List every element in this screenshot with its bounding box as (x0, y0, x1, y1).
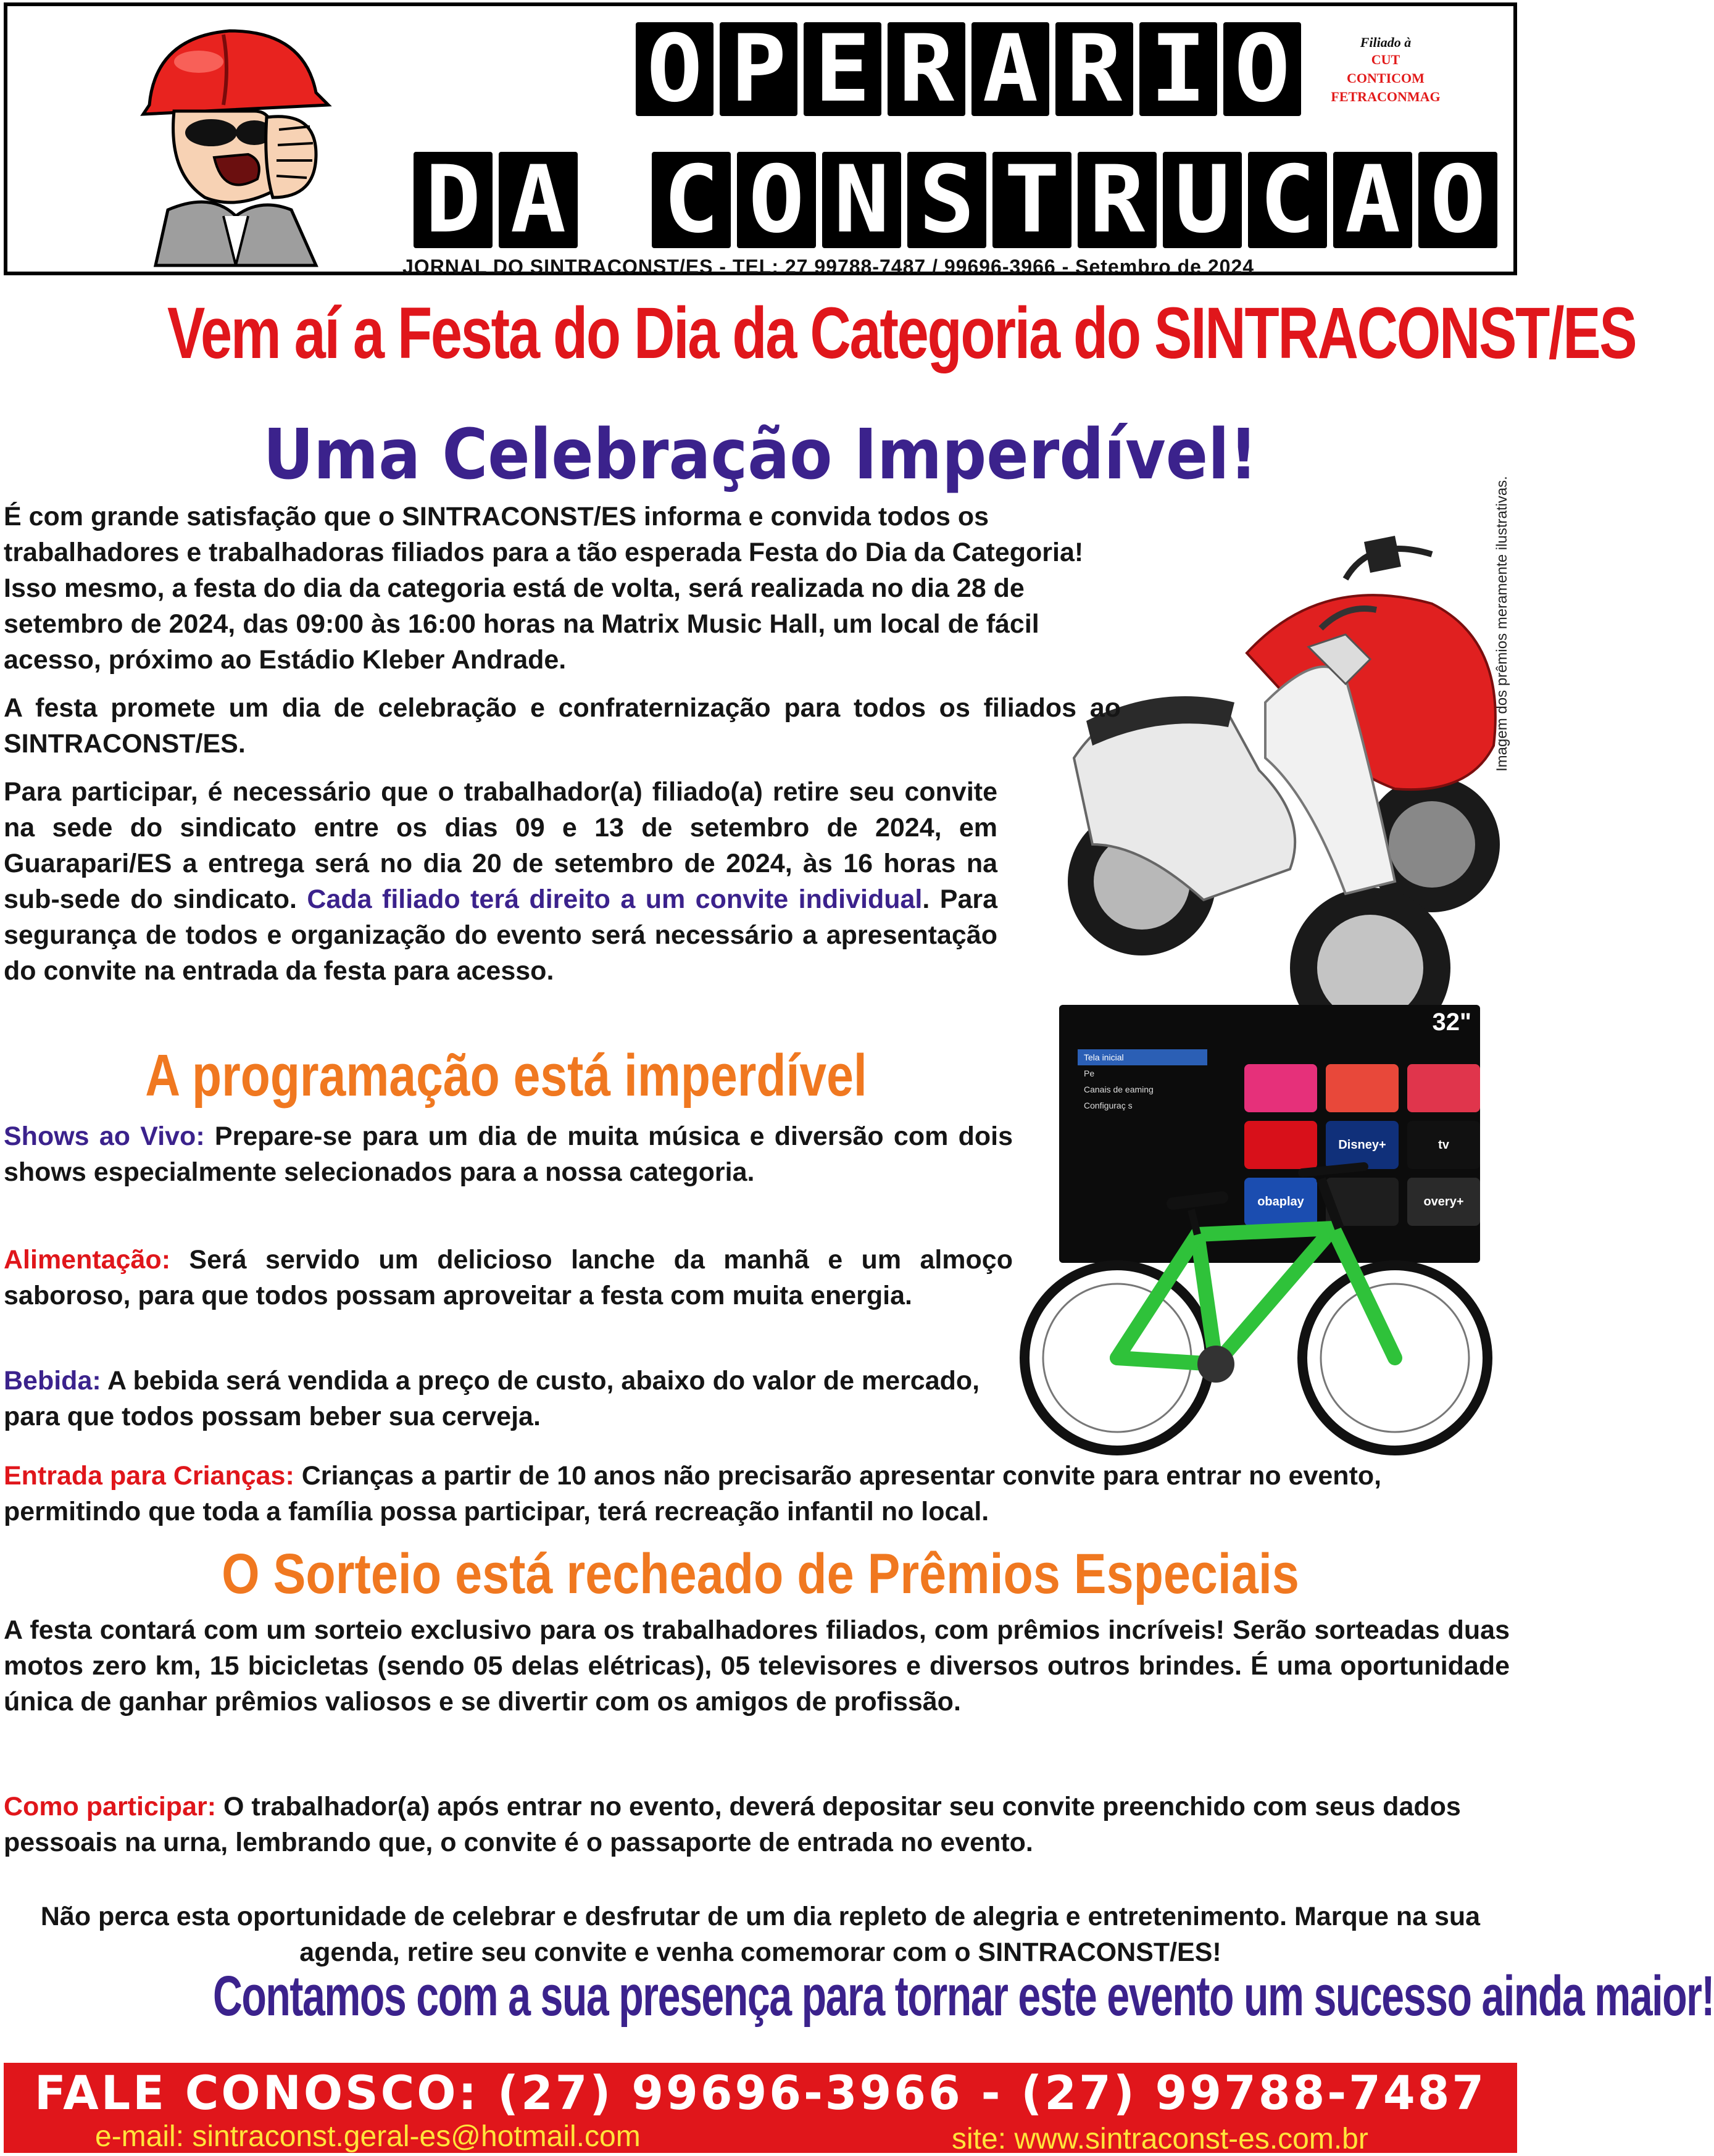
how-to-participate-label: Como participar: (4, 1792, 217, 1821)
closing-paragraph: Não perca esta oportunidade de celebrar e desfrutar de um dia repleto de alegria e entretenimento. Marque na sua agenda, retire seu convite e venha comemorar com o SINTRACONST/ES! (40, 1902, 1481, 1967)
raffle-paragraph: A festa contará com um sorteio exclusivo para os trabalhadores filiados, com prêmios incríveis! Serão sorteadas duas motos zero km, 15 bicicletas (sendo 05 delas elétricas), 05 televisores e diversos outros brindes. É uma oportunidade única de ganhar prêmios valiosos e se divertir com os amigos de profissão. (4, 1615, 1510, 1717)
title-letter: A (499, 152, 578, 248)
promise-paragraph: A festa promete um dia de celebração e confraternização para todos os filiados ao SINTRACONST/ES. (4, 693, 1121, 759)
tv-app-tile: tv (1407, 1121, 1480, 1169)
participation-highlight: Cada filiado terá direito a um convite individual (307, 884, 923, 914)
title-letter: R (1078, 152, 1157, 248)
kids-paragraph (4, 1458, 1510, 1530)
title-letter: C (652, 152, 731, 248)
tv-menu-item: Tela inicial (1078, 1049, 1207, 1065)
intro-paragraph: É com grande satisfação que o SINTRACONST/ES informa e convida todos os trabalhadores e trabalhadoras filiados para a tão esperada Festa do Dia da Categoria! Isso mesmo, a festa do dia da categoria está de volta, será realizada no dia 28 de setembro de 2024, das 09:00 às 16:00 horas na Matrix Music Hall, um local de fácil acesso, próximo ao Estádio Kleber Andrade. (4, 502, 1084, 675)
title-letter: A (1333, 152, 1412, 248)
kids-text: Crianças a partir de 10 anos não precisarão apresentar convite para entrar no evento, permitindo que toda a família possa participar, terá recreação infantil no local. (4, 1461, 1382, 1526)
title-letter: S (907, 152, 986, 248)
contact-footer (4, 2063, 1517, 2153)
drink-paragraph (4, 1363, 1013, 1434)
kids-label: Entrada para Crianças: (4, 1461, 294, 1491)
masthead (4, 2, 1517, 278)
tv-menu-item: Configuraç s (1084, 1101, 1133, 1110)
title-letter: P (720, 22, 797, 116)
tv-app-tile: overy+ (1407, 1178, 1480, 1226)
food-paragraph (4, 1242, 1013, 1313)
contact-site-link[interactable]: site: www.sintraconst-es.com.br (952, 2123, 1368, 2155)
title-letter: O (1223, 22, 1301, 116)
participation-paragraph (4, 774, 997, 989)
affiliation-label: Filiado à (1360, 35, 1412, 50)
affiliation-block (1321, 35, 1450, 106)
how-to-participate-paragraph (4, 1789, 1510, 1860)
title-letter: A (971, 22, 1049, 116)
shows-text: Prepare-se para um dia de muita música e diversão com dois shows especialmente selecionados para a nossa categoria. (4, 1122, 1013, 1187)
drink-text: A bebida será vendida a preço de custo, abaixo do valor de mercado, para que todos possam beber sua cerveja. (4, 1366, 980, 1431)
title-letter: T (992, 152, 1071, 248)
title-letter: C (1248, 152, 1327, 248)
title-letter: R (888, 22, 965, 116)
title-letter: O (737, 152, 816, 248)
title-letter: I (1139, 22, 1217, 116)
affiliation-conticom: CONTICOM (1347, 70, 1425, 86)
drink-label: Bebida: (4, 1366, 101, 1396)
main-headline: Vem aí a Festa do Dia da Categoria do SINTRACONST/ES (167, 293, 1636, 374)
shows-paragraph (4, 1118, 1013, 1190)
worker-mascot-icon (131, 12, 341, 265)
food-label: Alimentação: (4, 1245, 171, 1275)
illustration-disclaimer-text: Imagem dos prêmios meramente ilustrativas. (1494, 476, 1510, 772)
title-letter: R (1055, 22, 1133, 116)
tv-app-tile: obaplay (1244, 1178, 1317, 1226)
tv-menu-item: Canais de eaming (1084, 1084, 1154, 1094)
title-letter: U (1163, 152, 1242, 248)
title-letter: D (414, 152, 493, 248)
how-to-participate-text: O trabalhador(a) após entrar no evento, deverá depositar seu convite preenchido com seus dados pessoais na urna, lembrando que, o convite é o passaporte de entrada no evento. (4, 1792, 1461, 1857)
bicycle-illustration (1012, 1093, 1506, 1475)
title-letter: E (804, 22, 881, 116)
participation-text: Para participar, é necessário que o trabalhador(a) filiado(a) retire seu convite na sede do sindicato entre os dias 09 e 13 de setembro de 2024, em Guarapari/ES a entrega será no dia 20 de setembro de 2024, às 16 horas na sub-sede do sindicato. (4, 777, 997, 914)
title-letter: O (636, 22, 713, 116)
masthead-title-line2 (414, 146, 1504, 254)
masthead-subtitle: JORNAL DO SINTRACONST/ES - TEL: 27 99788-7487 / 99696-3966 - Setembro de 2024 (402, 256, 1255, 278)
program-heading: A programação está imperdível (145, 1043, 867, 1109)
raffle-heading: O Sorteio está recheado de Prêmios Especiais (222, 1542, 1299, 1605)
shows-label: Shows ao Vivo: (4, 1122, 205, 1151)
tv-size-label: 32" (1432, 1009, 1471, 1036)
closing-tagline: Contamos com a sua presença para tornar este evento um sucesso ainda maior! (212, 1965, 1714, 2028)
title-letter: N (822, 152, 901, 248)
food-text: Será servido um delicioso lanche da manhã e um almoço saboroso, para que todos possam aproveitar a festa com muita energia. (4, 1245, 1013, 1310)
contact-email-link[interactable]: e-mail: sintraconst.geral-es@hotmail.com (95, 2120, 641, 2153)
affiliation-cut: CUT (1371, 52, 1400, 67)
tv-app-tile: Disney+ (1326, 1121, 1399, 1169)
contact-phones: FALE CONOSCO: (27) 99696-3966 - (27) 99788-7487 (34, 2065, 1487, 2120)
masthead-title-line1 (636, 15, 1307, 123)
tv-menu-item: Pe (1084, 1068, 1095, 1078)
title-letter: O (1418, 152, 1497, 248)
sub-headline: Uma Celebração Imperdível! (263, 415, 1258, 495)
affiliation-fetraconmag: FETRACONMAG (1331, 89, 1441, 104)
participation-text-end: . Para segurança de todos e organização do evento será necessário a apresentação do convite na entrada da festa para acesso. (4, 884, 998, 986)
